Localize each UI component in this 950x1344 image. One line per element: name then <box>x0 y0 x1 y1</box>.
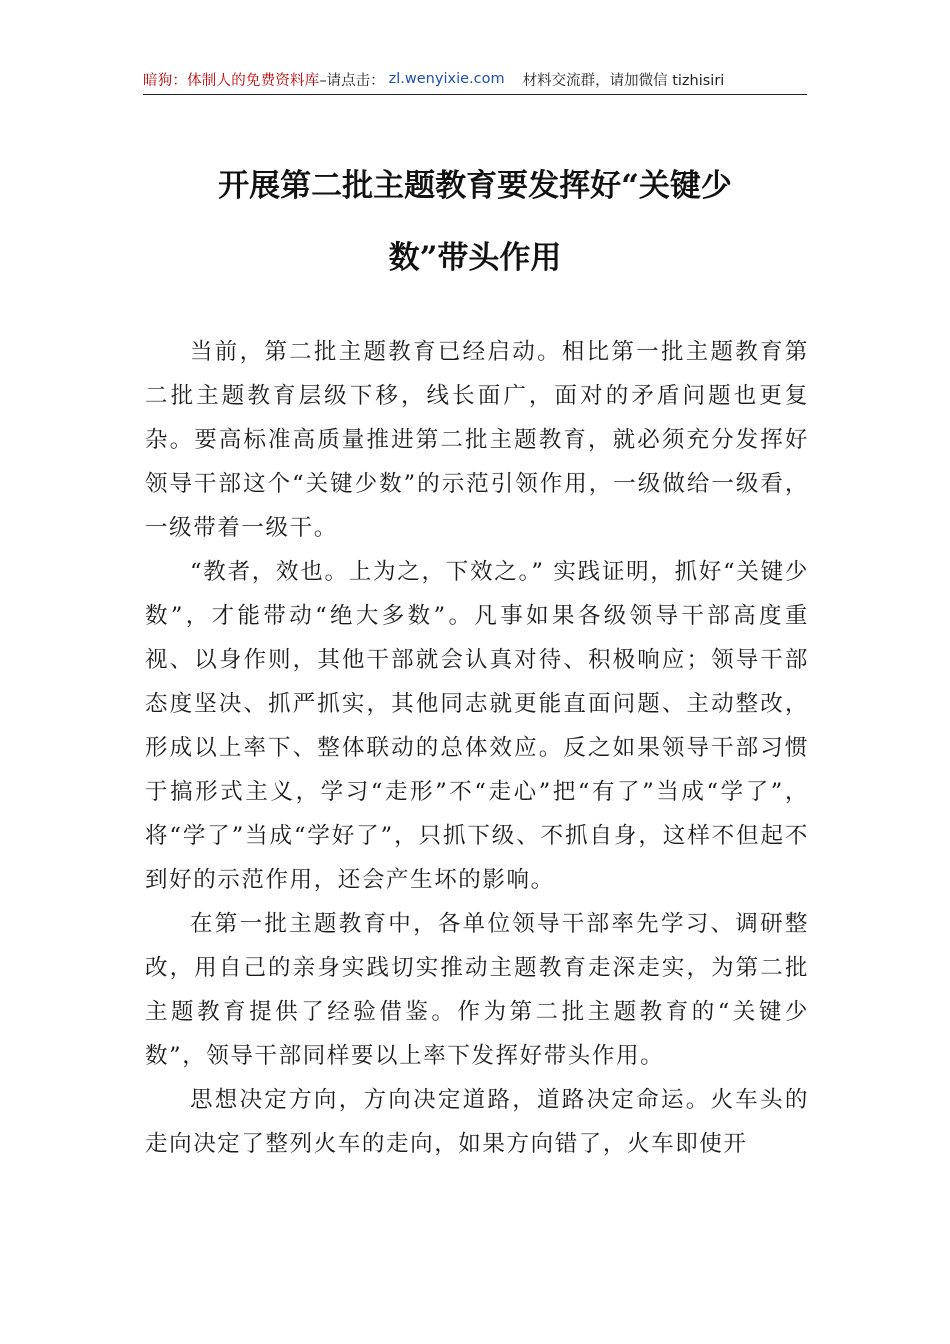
document-body <box>145 330 809 1166</box>
page-header <box>143 64 807 95</box>
header-cta-text: –请点击： <box>319 72 385 89</box>
header-wechat-text: 材料交流群，请加微信 tizhisiri <box>522 72 725 89</box>
paragraph-2: “教者，效也。上为之，下效之。” 实践证明，抓好“关键少数”，才能带动“绝大多数”。凡事如果各级领导干部高度重视、以身作则，其他干部就会认真对待、积极响应；领导干部态度坚决、抓严抓实，其他同志就更能直面问题、主动整改，形成以上率下、整体联动的总体效应。反之如果领导干部习惯于搞形式主义，学习“走形”不“走心”把“有了”当成“学了”，将“学了”当成“学好了”，只抓下级、不抓自身，这样不但起不到好的示范作用，还会产生坏的影响。 <box>145 559 809 893</box>
paragraph-4: 思想决定方向，方向决定道路，道路决定命运。火车头的走向决定了整列火车的走向，如果方向错了，火车即使开 <box>145 1087 809 1157</box>
paragraph-3: 在第一批主题教育中，各单位领导干部率先学习、调研整改，用自己的亲身实践切实推动主题教育走深走实，为第二批主题教育提供了经验借鉴。作为第二批主题教育的“关键少数”，领导干部同样要以上率下发挥好带头作用。 <box>145 911 809 1069</box>
paragraph-1: 当前，第二批主题教育已经启动。相比第一批主题教育第二批主题教育层级下移，线长面广，面对的矛盾问题也更复杂。要高标准高质量推进第二批主题教育，就必须充分发挥好领导干部这个“关键少数”的示范引领作用，一级做给一级看，一级带着一级干。 <box>145 339 809 541</box>
header-promo-text: 暗狗：体制人的免费资料库 <box>143 72 320 89</box>
title-line-2: 数”带头作用 <box>388 240 562 276</box>
document-title <box>143 150 807 294</box>
header-website-link[interactable]: zl.wenyixie.com <box>388 71 505 87</box>
title-line-1: 开展第二批主题教育要发挥好“关键少 <box>218 168 732 204</box>
